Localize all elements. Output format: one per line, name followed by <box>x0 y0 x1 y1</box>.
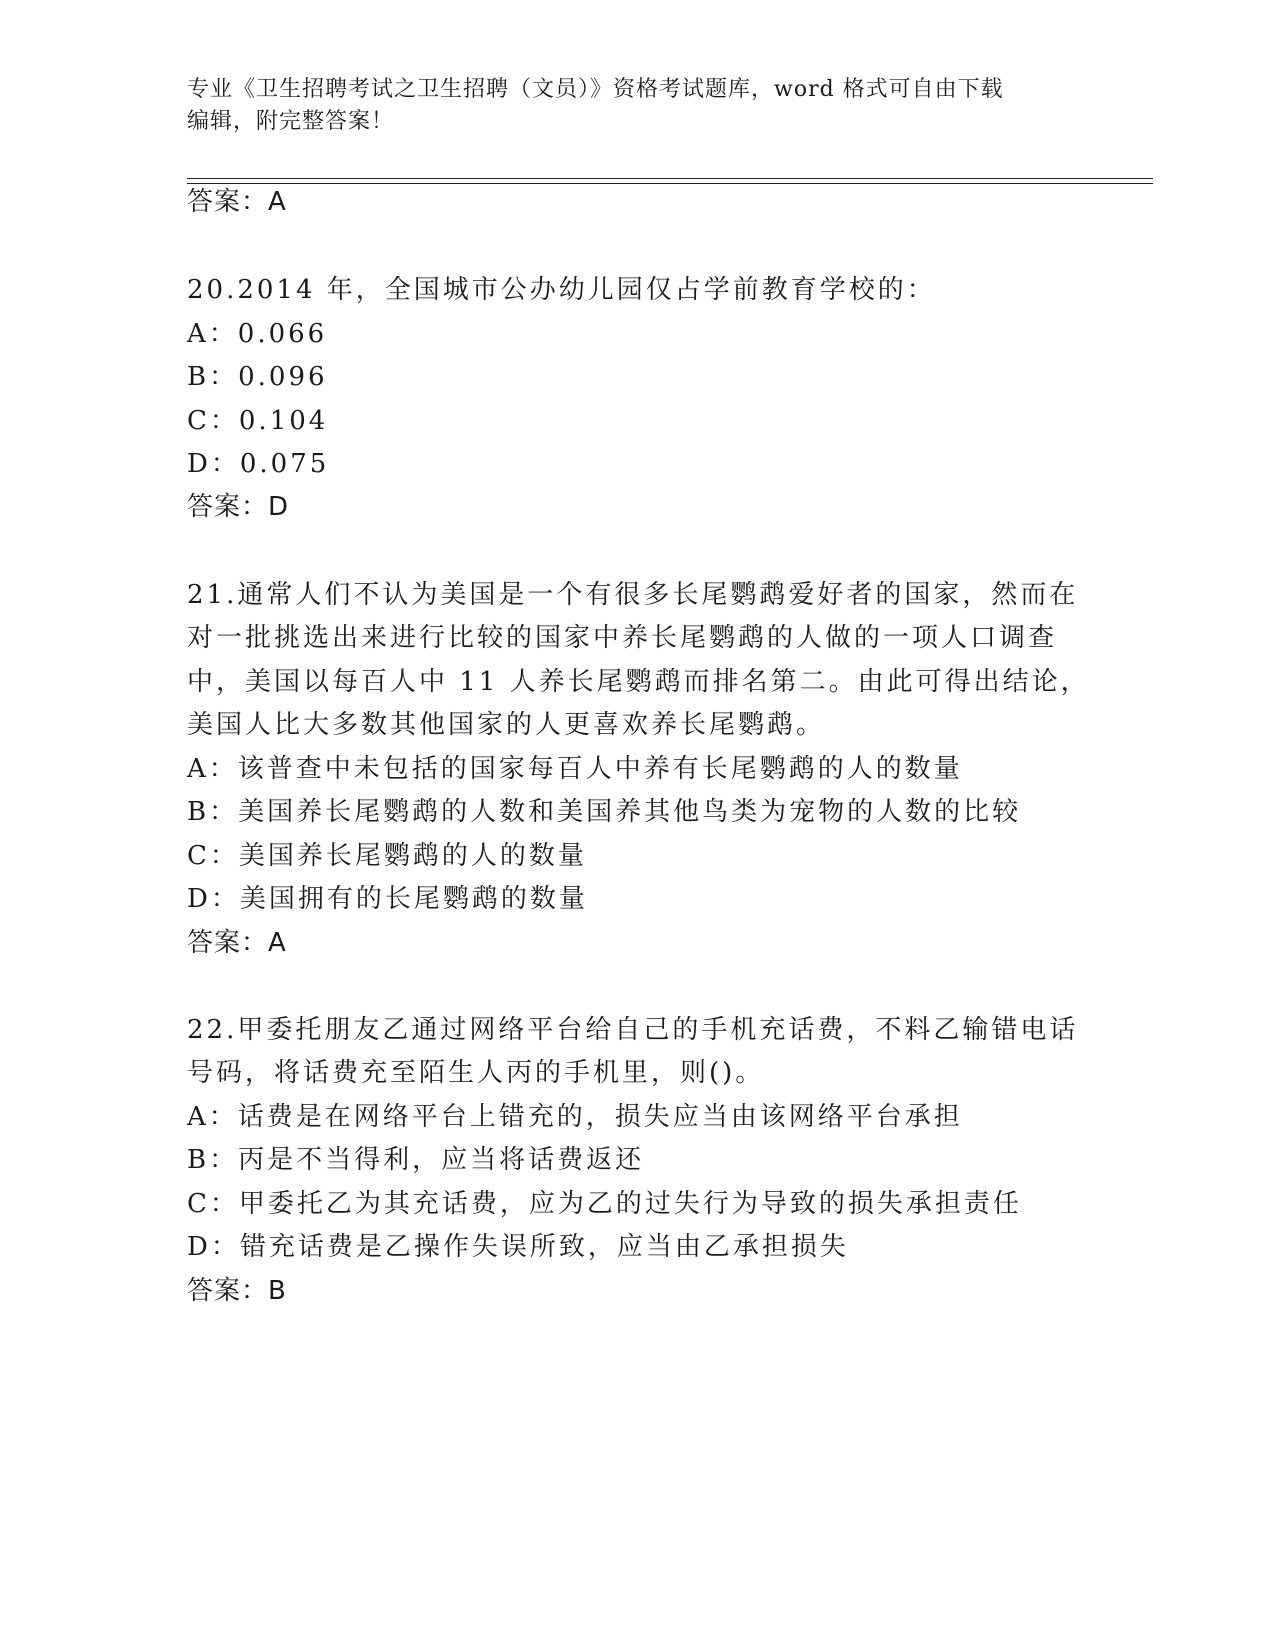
question-22-option-c: C：甲委托乙为其充话费，应为乙的过失行为导致的损失承担责任 <box>187 1189 1022 1219</box>
header-divider-bottom <box>187 183 1153 184</box>
question-21-option-c: C：美国养长尾鹦鹉的人的数量 <box>187 841 587 871</box>
header-divider-top <box>187 178 1153 179</box>
question-22-stem-line-2: 号码，将话费充至陌生人丙的手机里，则()。 <box>187 1058 765 1088</box>
answer-previous: 答案：A <box>187 187 287 217</box>
question-21-stem-line-2: 对一批挑选出来进行比较的国家中养长尾鹦鹉的人做的一项人口调查 <box>187 623 1058 653</box>
question-22-option-b: B：丙是不当得利，应当将话费返还 <box>187 1145 645 1175</box>
question-21-answer: 答案：A <box>187 928 287 958</box>
question-21-stem-line-1: 21.通常人们不认为美国是一个有很多长尾鹦鹉爱好者的国家，然而在 <box>187 580 1079 610</box>
question-21-option-d: D：美国拥有的长尾鹦鹉的数量 <box>187 884 588 914</box>
question-22-option-a: A：话费是在网络平台上错充的，损失应当由该网络平台承担 <box>187 1102 963 1132</box>
question-21-option-b: B：美国养长尾鹦鹉的人数和美国养其他鸟类为宠物的人数的比较 <box>187 797 1022 827</box>
question-22-answer: 答案：B <box>187 1276 287 1306</box>
question-20-stem: 20.2014 年，全国城市公办幼儿园仅占学前教育学校的： <box>187 275 936 305</box>
header-line-2: 编辑，附完整答案！ <box>187 109 395 134</box>
question-21-stem-line-3: 中，美国以每百人中 11 人养长尾鹦鹉而排名第二。由此可得出结论， <box>187 667 1090 697</box>
question-20-option-d: D：0.075 <box>187 449 330 479</box>
question-22-stem-line-1: 22.甲委托朋友乙通过网络平台给自己的手机充话费，不料乙输错电话 <box>187 1015 1079 1045</box>
question-21-option-a: A：该普查中未包括的国家每百人中养有长尾鹦鹉的人的数量 <box>187 754 963 784</box>
question-20-option-b: B：0.096 <box>187 362 328 392</box>
question-20-answer: 答案：D <box>187 492 290 522</box>
question-20-option-c: C：0.104 <box>187 406 329 436</box>
question-21-stem-line-4: 美国人比大多数其他国家的人更喜欢养长尾鹦鹉。 <box>187 710 826 740</box>
question-22-option-d: D：错充话费是乙操作失误所致，应当由乙承担损失 <box>187 1232 849 1262</box>
question-20-option-a: A：0.066 <box>187 319 328 349</box>
header-line-1: 专业《卫生招聘考试之卫生招聘（文员）》资格考试题库，word 格式可自由下载 <box>187 77 1004 102</box>
document-header <box>187 74 1067 138</box>
